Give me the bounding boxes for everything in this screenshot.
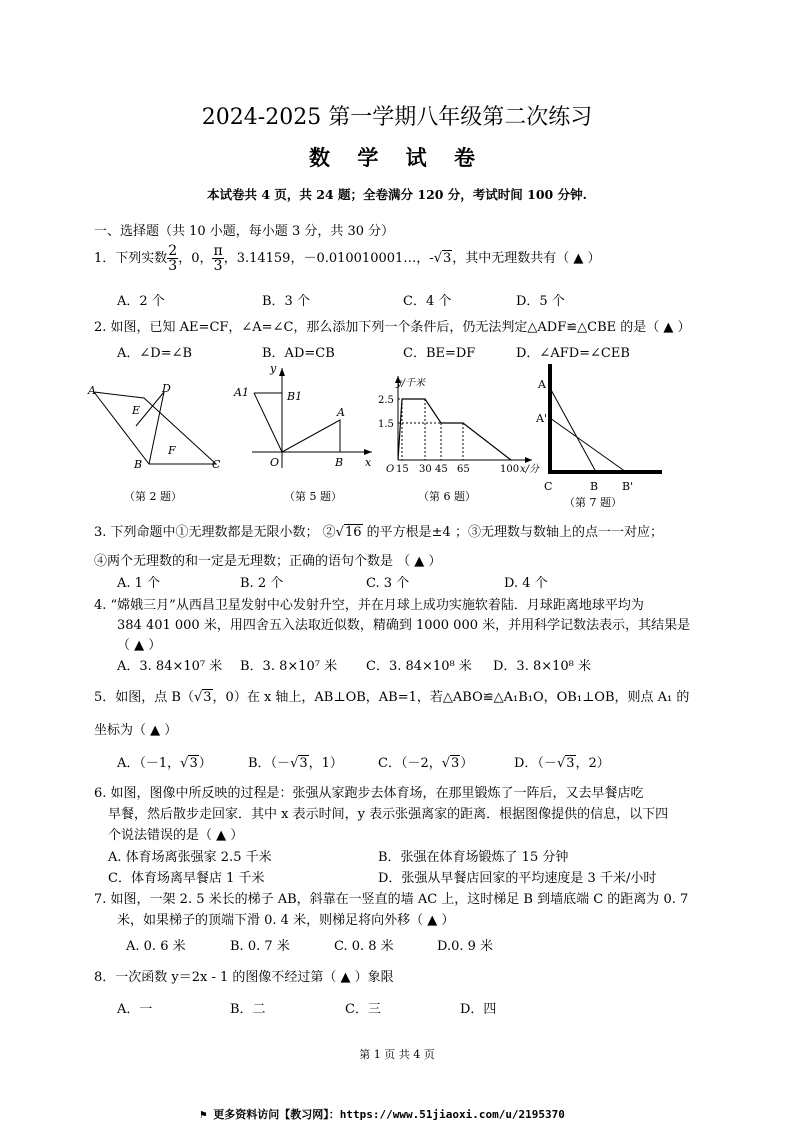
fig5-label-b: B — [335, 456, 344, 469]
q5-b-text: B．（－ — [248, 756, 291, 771]
q3-text-b: 的平方根是±4 ；③无理数与数轴上的点一一对应； — [362, 525, 663, 540]
q2-option-c: C．BE=DF — [403, 346, 476, 361]
resource-link[interactable] — [200, 1106, 565, 1122]
q5-option-d: D．（－√3，2） — [514, 756, 610, 771]
q5-d-text: D．（－ — [514, 756, 557, 771]
fig2-label-d: D — [162, 382, 171, 395]
exam-info: 本试卷共 4 页，共 24 题；全卷满分 120 分，考试时间 100 分钟. — [207, 187, 587, 202]
fig7-caption: （第 7 题） — [564, 496, 622, 509]
sqrt-three: 3 — [203, 690, 212, 705]
fig5-label-x: x — [365, 456, 372, 469]
q1-rest: ，3.14159，－0.010010001…，- — [223, 251, 434, 266]
q1-prefix: 1．下列实数 — [94, 251, 168, 266]
resource-link-text: 更多资料访问【教习网】：https://www.51jiaoxi.com/u/2195370 — [213, 1108, 565, 1121]
sqrt-three: 3 — [566, 756, 575, 771]
question-4-line-3: （ ▲ ） — [117, 638, 162, 653]
frac-numerator: 2 — [168, 243, 178, 259]
q1-option-c: C．4 个 — [403, 294, 452, 309]
sqrt-three: 3 — [189, 756, 198, 771]
q5-text-a: 5．如图，点 B（ — [94, 690, 194, 705]
q6-option-c: C．体育场离早餐店 1 千米 — [108, 871, 265, 886]
q3-option-d: D. 4 个 — [504, 576, 548, 591]
question-8: 8．一次函数 y＝2x - 1 的图像不经过第（ ▲ ）象限 — [94, 970, 394, 985]
question-3-line-1: 3. 下列命题中①无理数都是无限小数； ②√16 的平方根是±4 ；③无理数与数轴上的点一一对应； — [94, 525, 663, 540]
q5-c-text: C．（－2， — [378, 756, 442, 771]
fig5-label-b1: B1 — [287, 390, 303, 403]
fig5-label-y: y — [270, 362, 277, 375]
sqrt-three: 3 — [299, 756, 308, 771]
q8-option-a: A．一 — [117, 1002, 153, 1017]
fig7-label-a-prime: A' — [536, 412, 547, 425]
q4-option-c: C．3. 84×10⁸ 米 — [366, 659, 472, 674]
fig6-caption: （第 6 题） — [418, 490, 476, 503]
flag-icon: ⚑ — [200, 1108, 214, 1121]
fig6-xlabel: x/分 — [520, 464, 540, 475]
figure-2 — [84, 378, 234, 508]
fig2-label-c: C — [212, 458, 221, 471]
question-3-line-2: ④两个无理数的和一定是无理数；正确的语句个数是 （ ▲ ） — [94, 554, 442, 569]
fig5-label-a: A — [337, 406, 345, 419]
fig6-xtick: O — [386, 464, 395, 475]
q5-option-b: B．（－√3，1） — [248, 756, 343, 771]
q7-option-c: C. 0. 8 米 — [334, 939, 394, 954]
q1-suffix: ，其中无理数共有（ ▲ ） — [452, 251, 601, 266]
q5-d-end: ，2） — [575, 756, 610, 771]
question-5-line-1: 5．如图，点 B（√3，0）在 x 轴上，AB⊥OB，AB=1，若△ABO≌△A₁B₁O，OB₁⊥OB，则点 A₁ 的 — [94, 690, 690, 705]
q8-option-d: D．四 — [460, 1002, 497, 1017]
q4-option-b: B．3. 8×10⁷ 米 — [240, 659, 338, 674]
q5-c-end: ） — [460, 756, 474, 771]
q4-option-d: D．3. 8×10⁸ 米 — [493, 659, 592, 674]
fig5-label-o: O — [270, 456, 280, 469]
fig6-xtick: 100 — [500, 464, 520, 475]
q8-option-c: C．三 — [345, 1002, 381, 1017]
fig6-ytick: 1.5 — [378, 419, 394, 430]
q8-option-b: B．二 — [230, 1002, 266, 1017]
page-subtitle: 数 学 试 卷 — [309, 145, 485, 170]
q6-option-a: A. 体育场离张强家 2.5 千米 — [108, 850, 272, 865]
fig7-label-b-prime: B' — [622, 480, 634, 493]
fig6-xtick: 30 — [419, 464, 432, 475]
q5-text-b: ，0）在 x 轴上，AB⊥OB，AB=1，若△ABO≌△A₁B₁O，OB₁⊥OB，则点 A₁ 的 — [212, 690, 690, 705]
figure-5 — [232, 360, 382, 508]
q1-option-b: B．3 个 — [262, 294, 310, 309]
q2-option-d: D．∠AFD=∠CEB — [516, 346, 630, 361]
frac-numerator: π — [213, 243, 223, 259]
page-title: 2024-2025 第一学期八年级第二次练习 — [201, 105, 593, 130]
q6-option-d: D．张强从早餐店回家的平均速度是 3 千米/小时 — [378, 871, 657, 886]
question-2: 2. 如图，已知 AE=CF，∠A=∠C，那么添加下列一个条件后，仍无法判定△ADF≌△CBE 的是（ ▲ ） — [94, 320, 691, 335]
q3-option-c: C. 3 个 — [366, 576, 410, 591]
q5-option-a: A．（－1，√3） — [117, 756, 212, 771]
page-footer: 第 1 页 共 4 页 — [359, 1048, 435, 1061]
q5-a-text: A．（－1， — [117, 756, 181, 771]
question-6-line-3: 个说法错误的是（ ▲ ） — [108, 828, 244, 843]
fig5-label-a1: A1 — [234, 386, 249, 399]
fig6-ylabel: y/千米 — [396, 378, 426, 389]
fraction-pi-thirds — [212, 244, 223, 273]
sqrt-sixteen: 16 — [344, 525, 362, 540]
fig7-label-a: A — [538, 378, 546, 391]
sqrt-three: 3 — [451, 756, 460, 771]
fig2-caption: （第 2 题） — [124, 490, 182, 503]
q5-b-end: ，1） — [308, 756, 343, 771]
q1-sep: ，0， — [178, 251, 213, 266]
frac-denominator: 3 — [168, 258, 178, 274]
question-4-line-1: 4. “嫦娥三月”从西昌卫星发射中心发射升空，并在月球上成功实施软着陆．月球距离地球平均为 — [94, 598, 644, 613]
q1-option-d: D．5 个 — [516, 294, 565, 309]
figure-6 — [372, 370, 542, 508]
question-6-line-2: 早餐，然后散步走回家．其中 x 表示时间，y 表示张强离家的距离．根据图像提供的信息，以下四 — [108, 807, 669, 822]
fig2-label-e: E — [132, 404, 141, 417]
q7-option-b: B. 0. 7 米 — [230, 939, 290, 954]
fig6-ytick: 2.5 — [378, 395, 394, 406]
fig2-label-b: B — [134, 458, 143, 471]
figure-7 — [530, 360, 670, 512]
fig6-xtick: 45 — [435, 464, 448, 475]
question-5-line-2: 坐标为（ ▲ ） — [94, 723, 178, 738]
fig6-xtick: 15 — [396, 464, 409, 475]
q3-text-a: 3. 下列命题中①无理数都是无限小数； ② — [94, 525, 336, 540]
q5-option-c: C．（－2，√3） — [378, 756, 474, 771]
section-heading: 一、选择题（共 10 小题，每小题 3 分，共 30 分） — [94, 224, 395, 239]
q2-option-b: B．AD=CB — [262, 346, 335, 361]
q5-a-end: ） — [198, 756, 212, 771]
fig2-label-f: F — [168, 444, 176, 457]
question-6-line-1: 6. 如图，图像中所反映的过程是：张强从家跑步去体育场，在那里锻炼了一阵后，又去早餐店吃 — [94, 786, 644, 801]
fig7-label-c: C — [544, 480, 553, 493]
q7-option-d: D.0. 9 米 — [437, 939, 494, 954]
fig2-label-a: A — [88, 384, 96, 397]
q3-option-a: A. 1 个 — [117, 576, 161, 591]
fig5-caption: （第 5 题） — [284, 490, 342, 503]
q6-option-b: B．张强在体育场锻炼了 15 分钟 — [378, 850, 569, 865]
question-7-line-2: 米，如果梯子的顶端下滑 0. 4 米，则梯足将向外移（ ▲ ） — [117, 913, 455, 928]
q7-option-a: A. 0. 6 米 — [126, 939, 186, 954]
frac-denominator: 3 — [213, 258, 223, 274]
fraction-two-thirds — [167, 244, 178, 273]
q4-option-a: A．3. 84×10⁷ 米 — [117, 659, 223, 674]
sqrt-three: 3 — [442, 251, 452, 266]
q1-option-a: A．2 个 — [117, 294, 165, 309]
fig6-xtick: 65 — [457, 464, 470, 475]
question-4-line-2: 384 401 000 米，用四舍五入法取近似数，精确到 1000 000 米，并用科学记数法表示，其结果是 — [117, 618, 691, 633]
fig7-label-b: B — [590, 480, 599, 493]
q3-option-b: B. 2 个 — [240, 576, 284, 591]
question-1: 1．下列实数 $\frac{2}{3}$ ，0， $\frac{\pi}{3}$ ，3.14159，－0.010010001…，-√3，其中无理数共有（ ▲ ） — [94, 243, 601, 274]
question-7-line-1: 7. 如图，一架 2. 5 米长的梯子 AB，斜靠在一竖直的墙 AC 上，这时梯足 B 到墙底端 C 的距离为 0. 7 — [94, 892, 689, 907]
q2-option-a: A．∠D=∠B — [117, 346, 193, 361]
